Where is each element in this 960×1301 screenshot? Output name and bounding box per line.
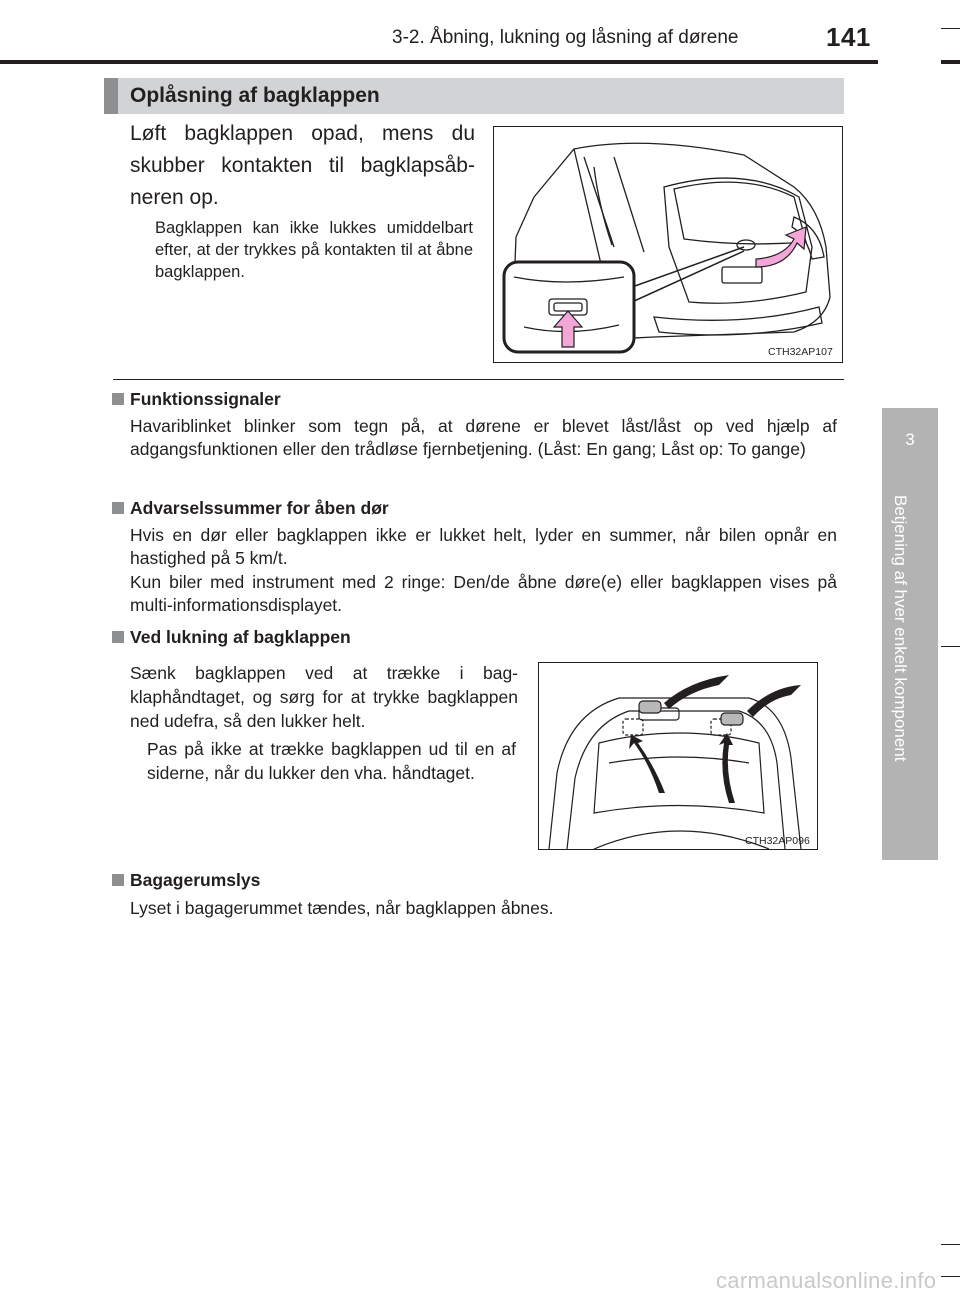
item-heading-text: Funktionssignaler [130, 389, 281, 409]
item-heading-text: Advarselssummer for åben dør [130, 498, 389, 518]
item-text-advarselssummer: Hvis en dør eller bagklappen ikke er lukket helt, lyder en summer, når bilen opnår en hastighed på 5 km/t. [130, 525, 837, 568]
crop-mark [941, 1276, 960, 1277]
item-text-bagagerumslys: Lyset i bagagerummet tændes, når bagklappen åbnes. [130, 898, 554, 918]
item-heading-advarselssummer [112, 498, 389, 519]
item-heading-bagagerumslys [112, 870, 260, 891]
section-divider [113, 379, 844, 380]
section-banner-accent [104, 78, 118, 114]
crop-mark [941, 646, 960, 647]
item-heading-text: Bagagerumslys [130, 870, 261, 890]
figure-tailgate-handle [538, 662, 818, 850]
open-tailgate-illustration [539, 663, 817, 849]
header-rule [0, 60, 878, 64]
item-heading-lukning [112, 627, 351, 648]
section-title: Oplåsning af bagklappen [130, 84, 380, 107]
chapter-label: Betjening af hver enkelt komponent [891, 495, 910, 762]
item-heading-funktionssignaler [112, 389, 281, 410]
item-text-lukning: Sænk bagklappen ved at trække i bagklaphåndtaget, og sørg for at trykke bagklappen ned udefra, så den lukker helt. [130, 663, 518, 731]
instruction-note: Bagklappen kan ikke lukkes umiddelbart efter, at der trykkes på kontakten til at åbne bagklappen. [155, 219, 473, 281]
running-header: 3-2. Åbning, lukning og låsning af dørene [392, 27, 739, 48]
item-note-lukning: Pas på ikke at trække bagklappen ud til en af siderne, når du lukker den vha. håndtaget. [147, 739, 516, 783]
page-number: 141 [826, 22, 871, 52]
bullet-square-icon [112, 393, 124, 405]
crop-mark [941, 1244, 960, 1245]
figure-code: CTH32AP096 [745, 835, 810, 847]
bullet-square-icon [112, 631, 124, 643]
item-text-advarselssummer-2: Kun biler med instrument med 2 ringe: Den/de åbne døre(e) eller bagklappen vises på multi-informationsdisplayet. [130, 572, 837, 615]
watermark: carmanualsonline.info [716, 1268, 937, 1293]
instruction-text: Løft bagklappen opad, mens du skubber kontakten til bagklapsåbneren op. [130, 122, 475, 209]
item-text-funktionssignaler: Havariblinket blinker som tegn på, at dørene er blevet låst/låst op ved hjælp af adgangsfunktionen eller den trådløse fjernbetjening. (Låst: En gang; Låst op: To gange) [130, 416, 837, 459]
car-rear-illustration [494, 127, 842, 362]
item-heading-text: Ved lukning af bagklappen [130, 627, 351, 647]
bullet-square-icon [112, 502, 124, 514]
figure-code: CTH32AP107 [768, 346, 833, 358]
header-rule-right [941, 60, 960, 64]
bullet-square-icon [112, 874, 124, 886]
chapter-number: 3 [905, 430, 915, 449]
crop-mark [941, 28, 960, 29]
figure-tailgate-opener [493, 126, 843, 363]
